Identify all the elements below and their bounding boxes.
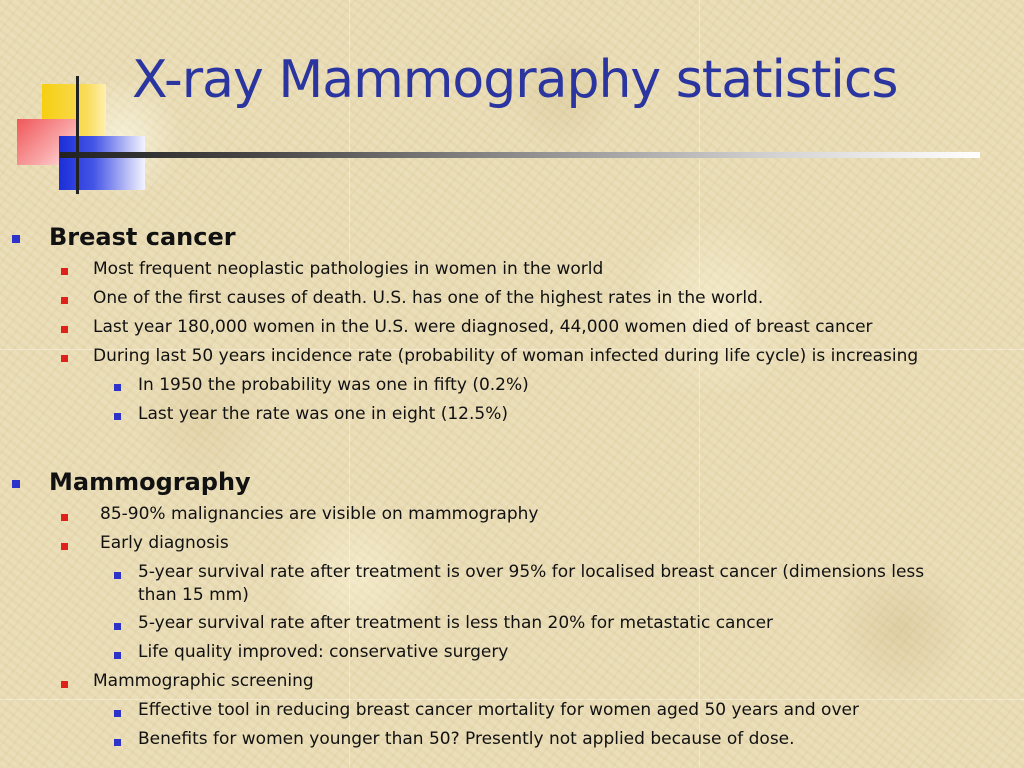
list-item: Last year 180,000 women in the U.S. were diagnosed, 44,000 women died of breast cancer	[93, 317, 873, 337]
level3-bullet	[114, 413, 121, 420]
level1-bullet	[12, 480, 20, 488]
slide-title: X-ray Mammography statistics	[132, 50, 898, 110]
list-subitem: Last year the rate was one in eight (12.5%)	[138, 404, 508, 424]
level3-bullet	[114, 572, 121, 579]
list-item: During last 50 years incidence rate (probability of woman infected during life cycle) is increasing	[93, 346, 919, 366]
level2-bullet	[61, 681, 68, 688]
level3-bullet	[114, 710, 121, 717]
level2-bullet	[61, 355, 68, 362]
list-subitem: 5-year survival rate after treatment is less than 20% for metastatic cancer	[138, 613, 774, 633]
level3-bullet	[114, 739, 121, 746]
list-item: Early diagnosis	[100, 533, 229, 553]
level2-bullet	[61, 514, 68, 521]
list-subitem: In 1950 the probability was one in fifty (0.2%)	[138, 375, 529, 395]
level2-bullet	[61, 326, 68, 333]
list-subitem: Effective tool in reducing breast cancer mortality for women aged 50 years and over	[138, 700, 859, 720]
list-item: 85-90% malignancies are visible on mammography	[100, 504, 539, 524]
level3-bullet	[114, 384, 121, 391]
list-item: Most frequent neoplastic pathologies in women in the world	[93, 259, 604, 279]
level2-bullet	[61, 543, 68, 550]
level2-bullet	[61, 297, 68, 304]
level3-bullet	[114, 623, 121, 630]
list-item: Mammographic screening	[93, 671, 314, 691]
section-heading: Mammography	[49, 468, 251, 496]
list-subitem: Benefits for women younger than 50? Presently not applied because of dose.	[138, 729, 795, 749]
level3-bullet	[114, 652, 121, 659]
level1-bullet	[12, 235, 20, 243]
section-heading: Breast cancer	[49, 223, 236, 251]
list-subitem: 5-year survival rate after treatment is over 95% for localised breast cancer (dimensions less than 15 mm)	[138, 562, 925, 605]
level2-bullet	[61, 268, 68, 275]
list-subitem: Life quality improved: conservative surgery	[138, 642, 509, 662]
list-item: One of the first causes of death. U.S. has one of the highest rates in the world.	[93, 288, 764, 308]
